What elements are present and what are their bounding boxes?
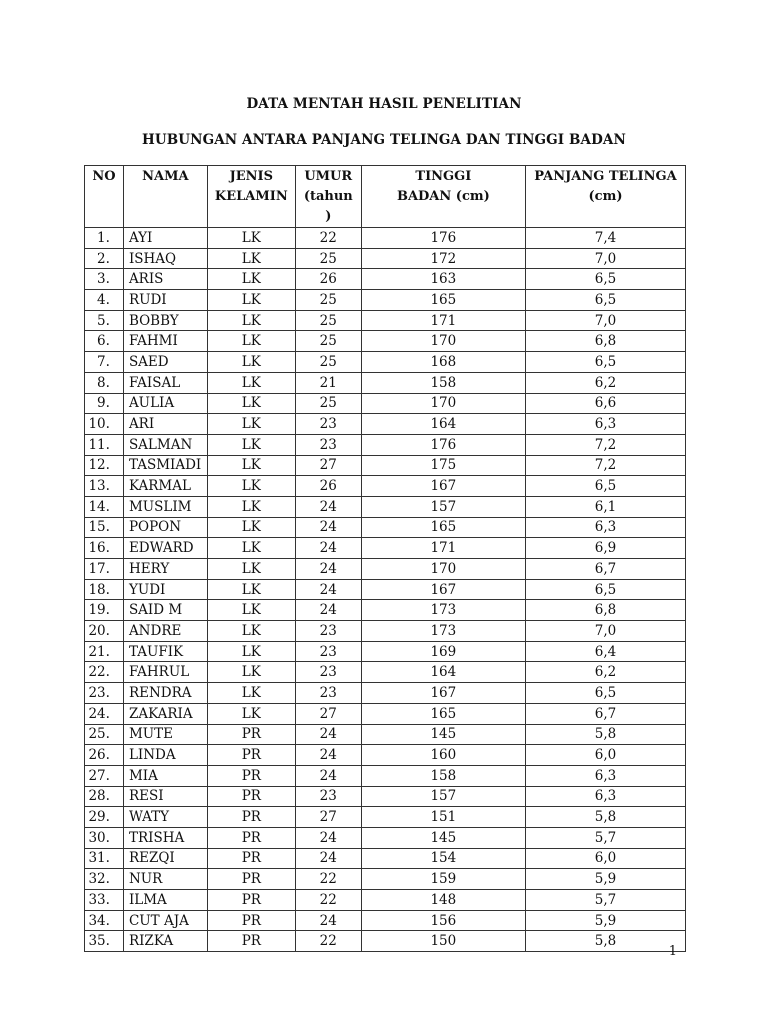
cell-panjang-telinga: 5,9 <box>526 869 686 890</box>
cell-panjang-telinga: 5,8 <box>526 724 686 745</box>
cell-nama: TASMIADI <box>123 455 207 476</box>
header-jenis-kelamin: JENIS KELAMIN <box>207 166 295 228</box>
cell-tinggi-badan: 145 <box>361 827 525 848</box>
cell-umur: 23 <box>295 683 361 704</box>
cell-no: 21. <box>85 641 124 662</box>
cell-no: 2. <box>85 248 124 269</box>
cell-jenis-kelamin: LK <box>207 683 295 704</box>
cell-nama: AULIA <box>123 393 207 414</box>
cell-jenis-kelamin: LK <box>207 372 295 393</box>
cell-jenis-kelamin: LK <box>207 393 295 414</box>
cell-umur: 25 <box>295 310 361 331</box>
cell-umur: 24 <box>295 910 361 931</box>
cell-no: 3. <box>85 269 124 290</box>
cell-nama: MUTE <box>123 724 207 745</box>
table-row <box>85 724 686 745</box>
cell-no: 29. <box>85 807 124 828</box>
cell-panjang-telinga: 6,0 <box>526 745 686 766</box>
cell-tinggi-badan: 158 <box>361 372 525 393</box>
cell-no: 4. <box>85 290 124 311</box>
cell-no: 17. <box>85 559 124 580</box>
cell-no: 10. <box>85 414 124 435</box>
data-table <box>84 165 686 952</box>
cell-nama: RUDI <box>123 290 207 311</box>
cell-umur: 23 <box>295 414 361 435</box>
cell-umur: 25 <box>295 290 361 311</box>
cell-no: 22. <box>85 662 124 683</box>
table-row <box>85 310 686 331</box>
table-row <box>85 931 686 952</box>
table-row <box>85 703 686 724</box>
cell-panjang-telinga: 5,9 <box>526 910 686 931</box>
cell-panjang-telinga: 6,5 <box>526 683 686 704</box>
cell-panjang-telinga: 6,3 <box>526 517 686 538</box>
cell-jenis-kelamin: PR <box>207 745 295 766</box>
cell-nama: EDWARD <box>123 538 207 559</box>
cell-umur: 24 <box>295 538 361 559</box>
cell-tinggi-badan: 169 <box>361 641 525 662</box>
cell-panjang-telinga: 6,5 <box>526 352 686 373</box>
cell-tinggi-badan: 165 <box>361 703 525 724</box>
cell-no: 14. <box>85 496 124 517</box>
cell-nama: SALMAN <box>123 434 207 455</box>
cell-no: 8. <box>85 372 124 393</box>
cell-nama: FAHMI <box>123 331 207 352</box>
cell-panjang-telinga: 6,3 <box>526 786 686 807</box>
cell-nama: SAID M <box>123 600 207 621</box>
cell-jenis-kelamin: PR <box>207 827 295 848</box>
table-row <box>85 621 686 642</box>
cell-panjang-telinga: 6,5 <box>526 579 686 600</box>
cell-tinggi-badan: 168 <box>361 352 525 373</box>
table-row <box>85 228 686 249</box>
cell-jenis-kelamin: LK <box>207 559 295 580</box>
cell-no: 7. <box>85 352 124 373</box>
cell-tinggi-badan: 164 <box>361 662 525 683</box>
cell-no: 1. <box>85 228 124 249</box>
cell-jenis-kelamin: PR <box>207 786 295 807</box>
table-row <box>85 869 686 890</box>
table-row <box>85 331 686 352</box>
cell-umur: 24 <box>295 827 361 848</box>
cell-panjang-telinga: 6,6 <box>526 393 686 414</box>
cell-tinggi-badan: 158 <box>361 765 525 786</box>
cell-tinggi-badan: 176 <box>361 228 525 249</box>
table-row <box>85 372 686 393</box>
cell-panjang-telinga: 7,2 <box>526 434 686 455</box>
cell-nama: MUSLIM <box>123 496 207 517</box>
cell-nama: REZQI <box>123 848 207 869</box>
cell-no: 33. <box>85 890 124 911</box>
cell-umur: 23 <box>295 621 361 642</box>
cell-nama: SAED <box>123 352 207 373</box>
table-row <box>85 538 686 559</box>
cell-no: 16. <box>85 538 124 559</box>
cell-no: 34. <box>85 910 124 931</box>
cell-panjang-telinga: 6,2 <box>526 372 686 393</box>
cell-panjang-telinga: 7,0 <box>526 248 686 269</box>
cell-jenis-kelamin: LK <box>207 434 295 455</box>
cell-tinggi-badan: 164 <box>361 414 525 435</box>
document-title: DATA MENTAH HASIL PENELITIAN <box>246 96 522 112</box>
cell-jenis-kelamin: LK <box>207 621 295 642</box>
cell-jenis-kelamin: LK <box>207 310 295 331</box>
cell-nama: ANDRE <box>123 621 207 642</box>
cell-nama: FAISAL <box>123 372 207 393</box>
cell-no: 20. <box>85 621 124 642</box>
cell-jenis-kelamin: LK <box>207 352 295 373</box>
cell-no: 12. <box>85 455 124 476</box>
cell-nama: FAHRUL <box>123 662 207 683</box>
cell-tinggi-badan: 165 <box>361 517 525 538</box>
cell-umur: 23 <box>295 641 361 662</box>
cell-nama: NUR <box>123 869 207 890</box>
cell-jenis-kelamin: LK <box>207 703 295 724</box>
cell-nama: RESI <box>123 786 207 807</box>
table-row <box>85 517 686 538</box>
header-no: NO <box>85 166 124 228</box>
cell-jenis-kelamin: LK <box>207 496 295 517</box>
cell-nama: ISHAQ <box>123 248 207 269</box>
cell-nama: TRISHA <box>123 827 207 848</box>
cell-tinggi-badan: 154 <box>361 848 525 869</box>
cell-tinggi-badan: 167 <box>361 476 525 497</box>
cell-tinggi-badan: 165 <box>361 290 525 311</box>
cell-jenis-kelamin: LK <box>207 290 295 311</box>
cell-no: 18. <box>85 579 124 600</box>
cell-no: 9. <box>85 393 124 414</box>
cell-panjang-telinga: 6,8 <box>526 600 686 621</box>
cell-tinggi-badan: 172 <box>361 248 525 269</box>
cell-umur: 24 <box>295 559 361 580</box>
cell-umur: 23 <box>295 434 361 455</box>
cell-jenis-kelamin: PR <box>207 848 295 869</box>
cell-nama: TAUFIK <box>123 641 207 662</box>
cell-tinggi-badan: 175 <box>361 455 525 476</box>
cell-tinggi-badan: 163 <box>361 269 525 290</box>
cell-nama: ARI <box>123 414 207 435</box>
cell-no: 24. <box>85 703 124 724</box>
cell-umur: 21 <box>295 372 361 393</box>
cell-nama: YUDI <box>123 579 207 600</box>
cell-tinggi-badan: 170 <box>361 559 525 580</box>
table-row <box>85 496 686 517</box>
cell-panjang-telinga: 6,5 <box>526 476 686 497</box>
cell-panjang-telinga: 5,7 <box>526 827 686 848</box>
cell-panjang-telinga: 5,8 <box>526 931 686 952</box>
cell-no: 13. <box>85 476 124 497</box>
cell-tinggi-badan: 159 <box>361 869 525 890</box>
table-row <box>85 559 686 580</box>
cell-panjang-telinga: 7,2 <box>526 455 686 476</box>
cell-tinggi-badan: 160 <box>361 745 525 766</box>
cell-no: 30. <box>85 827 124 848</box>
table-row <box>85 248 686 269</box>
table-header-row <box>85 166 686 228</box>
cell-no: 23. <box>85 683 124 704</box>
cell-panjang-telinga: 7,4 <box>526 228 686 249</box>
cell-no: 28. <box>85 786 124 807</box>
cell-jenis-kelamin: LK <box>207 455 295 476</box>
table-row <box>85 290 686 311</box>
cell-panjang-telinga: 6,8 <box>526 331 686 352</box>
cell-umur: 23 <box>295 662 361 683</box>
cell-tinggi-badan: 173 <box>361 600 525 621</box>
cell-umur: 24 <box>295 848 361 869</box>
table-row <box>85 807 686 828</box>
cell-jenis-kelamin: LK <box>207 228 295 249</box>
cell-umur: 24 <box>295 600 361 621</box>
table-row <box>85 600 686 621</box>
cell-no: 25. <box>85 724 124 745</box>
cell-jenis-kelamin: PR <box>207 807 295 828</box>
cell-panjang-telinga: 6,7 <box>526 559 686 580</box>
table-row <box>85 745 686 766</box>
cell-panjang-telinga: 6,7 <box>526 703 686 724</box>
cell-tinggi-badan: 173 <box>361 621 525 642</box>
cell-tinggi-badan: 171 <box>361 310 525 331</box>
table-row <box>85 393 686 414</box>
cell-umur: 24 <box>295 724 361 745</box>
cell-jenis-kelamin: PR <box>207 869 295 890</box>
table-row <box>85 352 686 373</box>
cell-nama: BOBBY <box>123 310 207 331</box>
cell-panjang-telinga: 6,5 <box>526 269 686 290</box>
cell-jenis-kelamin: LK <box>207 269 295 290</box>
table-row <box>85 827 686 848</box>
header-umur: UMUR (tahun ) <box>295 166 361 228</box>
page-number: 1 <box>668 944 677 959</box>
cell-umur: 25 <box>295 248 361 269</box>
cell-panjang-telinga: 6,3 <box>526 414 686 435</box>
cell-tinggi-badan: 157 <box>361 496 525 517</box>
cell-panjang-telinga: 5,8 <box>526 807 686 828</box>
table-row <box>85 579 686 600</box>
cell-umur: 22 <box>295 890 361 911</box>
cell-no: 26. <box>85 745 124 766</box>
cell-jenis-kelamin: LK <box>207 414 295 435</box>
cell-umur: 22 <box>295 931 361 952</box>
table-row <box>85 890 686 911</box>
cell-nama: ILMA <box>123 890 207 911</box>
cell-no: 32. <box>85 869 124 890</box>
cell-panjang-telinga: 7,0 <box>526 310 686 331</box>
cell-jenis-kelamin: LK <box>207 641 295 662</box>
cell-no: 31. <box>85 848 124 869</box>
cell-umur: 22 <box>295 869 361 890</box>
cell-no: 35. <box>85 931 124 952</box>
header-panjang-telinga: PANJANG TELINGA (cm) <box>526 166 686 228</box>
cell-panjang-telinga: 6,9 <box>526 538 686 559</box>
cell-jenis-kelamin: LK <box>207 517 295 538</box>
cell-jenis-kelamin: LK <box>207 600 295 621</box>
cell-nama: CUT AJA <box>123 910 207 931</box>
cell-nama: ARIS <box>123 269 207 290</box>
table-row <box>85 683 686 704</box>
table-row <box>85 269 686 290</box>
cell-jenis-kelamin: LK <box>207 331 295 352</box>
cell-tinggi-badan: 150 <box>361 931 525 952</box>
cell-nama: ZAKARIA <box>123 703 207 724</box>
cell-tinggi-badan: 171 <box>361 538 525 559</box>
cell-jenis-kelamin: PR <box>207 931 295 952</box>
cell-tinggi-badan: 145 <box>361 724 525 745</box>
cell-tinggi-badan: 167 <box>361 683 525 704</box>
cell-panjang-telinga: 6,4 <box>526 641 686 662</box>
cell-nama: LINDA <box>123 745 207 766</box>
header-nama: NAMA <box>123 166 207 228</box>
cell-nama: AYI <box>123 228 207 249</box>
cell-nama: HERY <box>123 559 207 580</box>
cell-jenis-kelamin: PR <box>207 910 295 931</box>
table-row <box>85 641 686 662</box>
cell-panjang-telinga: 7,0 <box>526 621 686 642</box>
cell-umur: 25 <box>295 352 361 373</box>
cell-umur: 27 <box>295 455 361 476</box>
cell-nama: POPON <box>123 517 207 538</box>
cell-nama: RENDRA <box>123 683 207 704</box>
cell-nama: MIA <box>123 765 207 786</box>
cell-umur: 27 <box>295 807 361 828</box>
cell-umur: 22 <box>295 228 361 249</box>
cell-no: 19. <box>85 600 124 621</box>
cell-umur: 25 <box>295 393 361 414</box>
cell-panjang-telinga: 6,5 <box>526 290 686 311</box>
cell-panjang-telinga: 6,2 <box>526 662 686 683</box>
table-row <box>85 848 686 869</box>
header-tinggi-badan: TINGGI BADAN (cm) <box>361 166 525 228</box>
cell-no: 5. <box>85 310 124 331</box>
cell-umur: 23 <box>295 786 361 807</box>
cell-tinggi-badan: 156 <box>361 910 525 931</box>
cell-jenis-kelamin: LK <box>207 248 295 269</box>
cell-no: 27. <box>85 765 124 786</box>
cell-nama: RIZKA <box>123 931 207 952</box>
cell-no: 15. <box>85 517 124 538</box>
cell-jenis-kelamin: PR <box>207 724 295 745</box>
table-row <box>85 910 686 931</box>
cell-umur: 24 <box>295 517 361 538</box>
table-body <box>85 228 686 952</box>
cell-tinggi-badan: 170 <box>361 393 525 414</box>
table-row <box>85 765 686 786</box>
cell-tinggi-badan: 167 <box>361 579 525 600</box>
cell-umur: 26 <box>295 269 361 290</box>
cell-panjang-telinga: 6,0 <box>526 848 686 869</box>
cell-umur: 24 <box>295 579 361 600</box>
cell-jenis-kelamin: PR <box>207 890 295 911</box>
cell-tinggi-badan: 151 <box>361 807 525 828</box>
cell-panjang-telinga: 5,7 <box>526 890 686 911</box>
cell-nama: WATY <box>123 807 207 828</box>
cell-panjang-telinga: 6,1 <box>526 496 686 517</box>
cell-umur: 25 <box>295 331 361 352</box>
cell-jenis-kelamin: LK <box>207 579 295 600</box>
document-subtitle: HUBUNGAN ANTARA PANJANG TELINGA DAN TINGGI BADAN <box>142 132 626 148</box>
table-row <box>85 476 686 497</box>
table-row <box>85 455 686 476</box>
cell-tinggi-badan: 170 <box>361 331 525 352</box>
cell-tinggi-badan: 148 <box>361 890 525 911</box>
cell-tinggi-badan: 157 <box>361 786 525 807</box>
cell-no: 6. <box>85 331 124 352</box>
cell-jenis-kelamin: PR <box>207 765 295 786</box>
table-row <box>85 414 686 435</box>
cell-umur: 26 <box>295 476 361 497</box>
cell-umur: 24 <box>295 745 361 766</box>
cell-umur: 24 <box>295 765 361 786</box>
cell-umur: 24 <box>295 496 361 517</box>
table-row <box>85 434 686 455</box>
cell-jenis-kelamin: LK <box>207 662 295 683</box>
cell-tinggi-badan: 176 <box>361 434 525 455</box>
table-row <box>85 662 686 683</box>
cell-panjang-telinga: 6,3 <box>526 765 686 786</box>
cell-jenis-kelamin: LK <box>207 476 295 497</box>
cell-umur: 27 <box>295 703 361 724</box>
cell-no: 11. <box>85 434 124 455</box>
table-row <box>85 786 686 807</box>
cell-jenis-kelamin: LK <box>207 538 295 559</box>
cell-nama: KARMAL <box>123 476 207 497</box>
